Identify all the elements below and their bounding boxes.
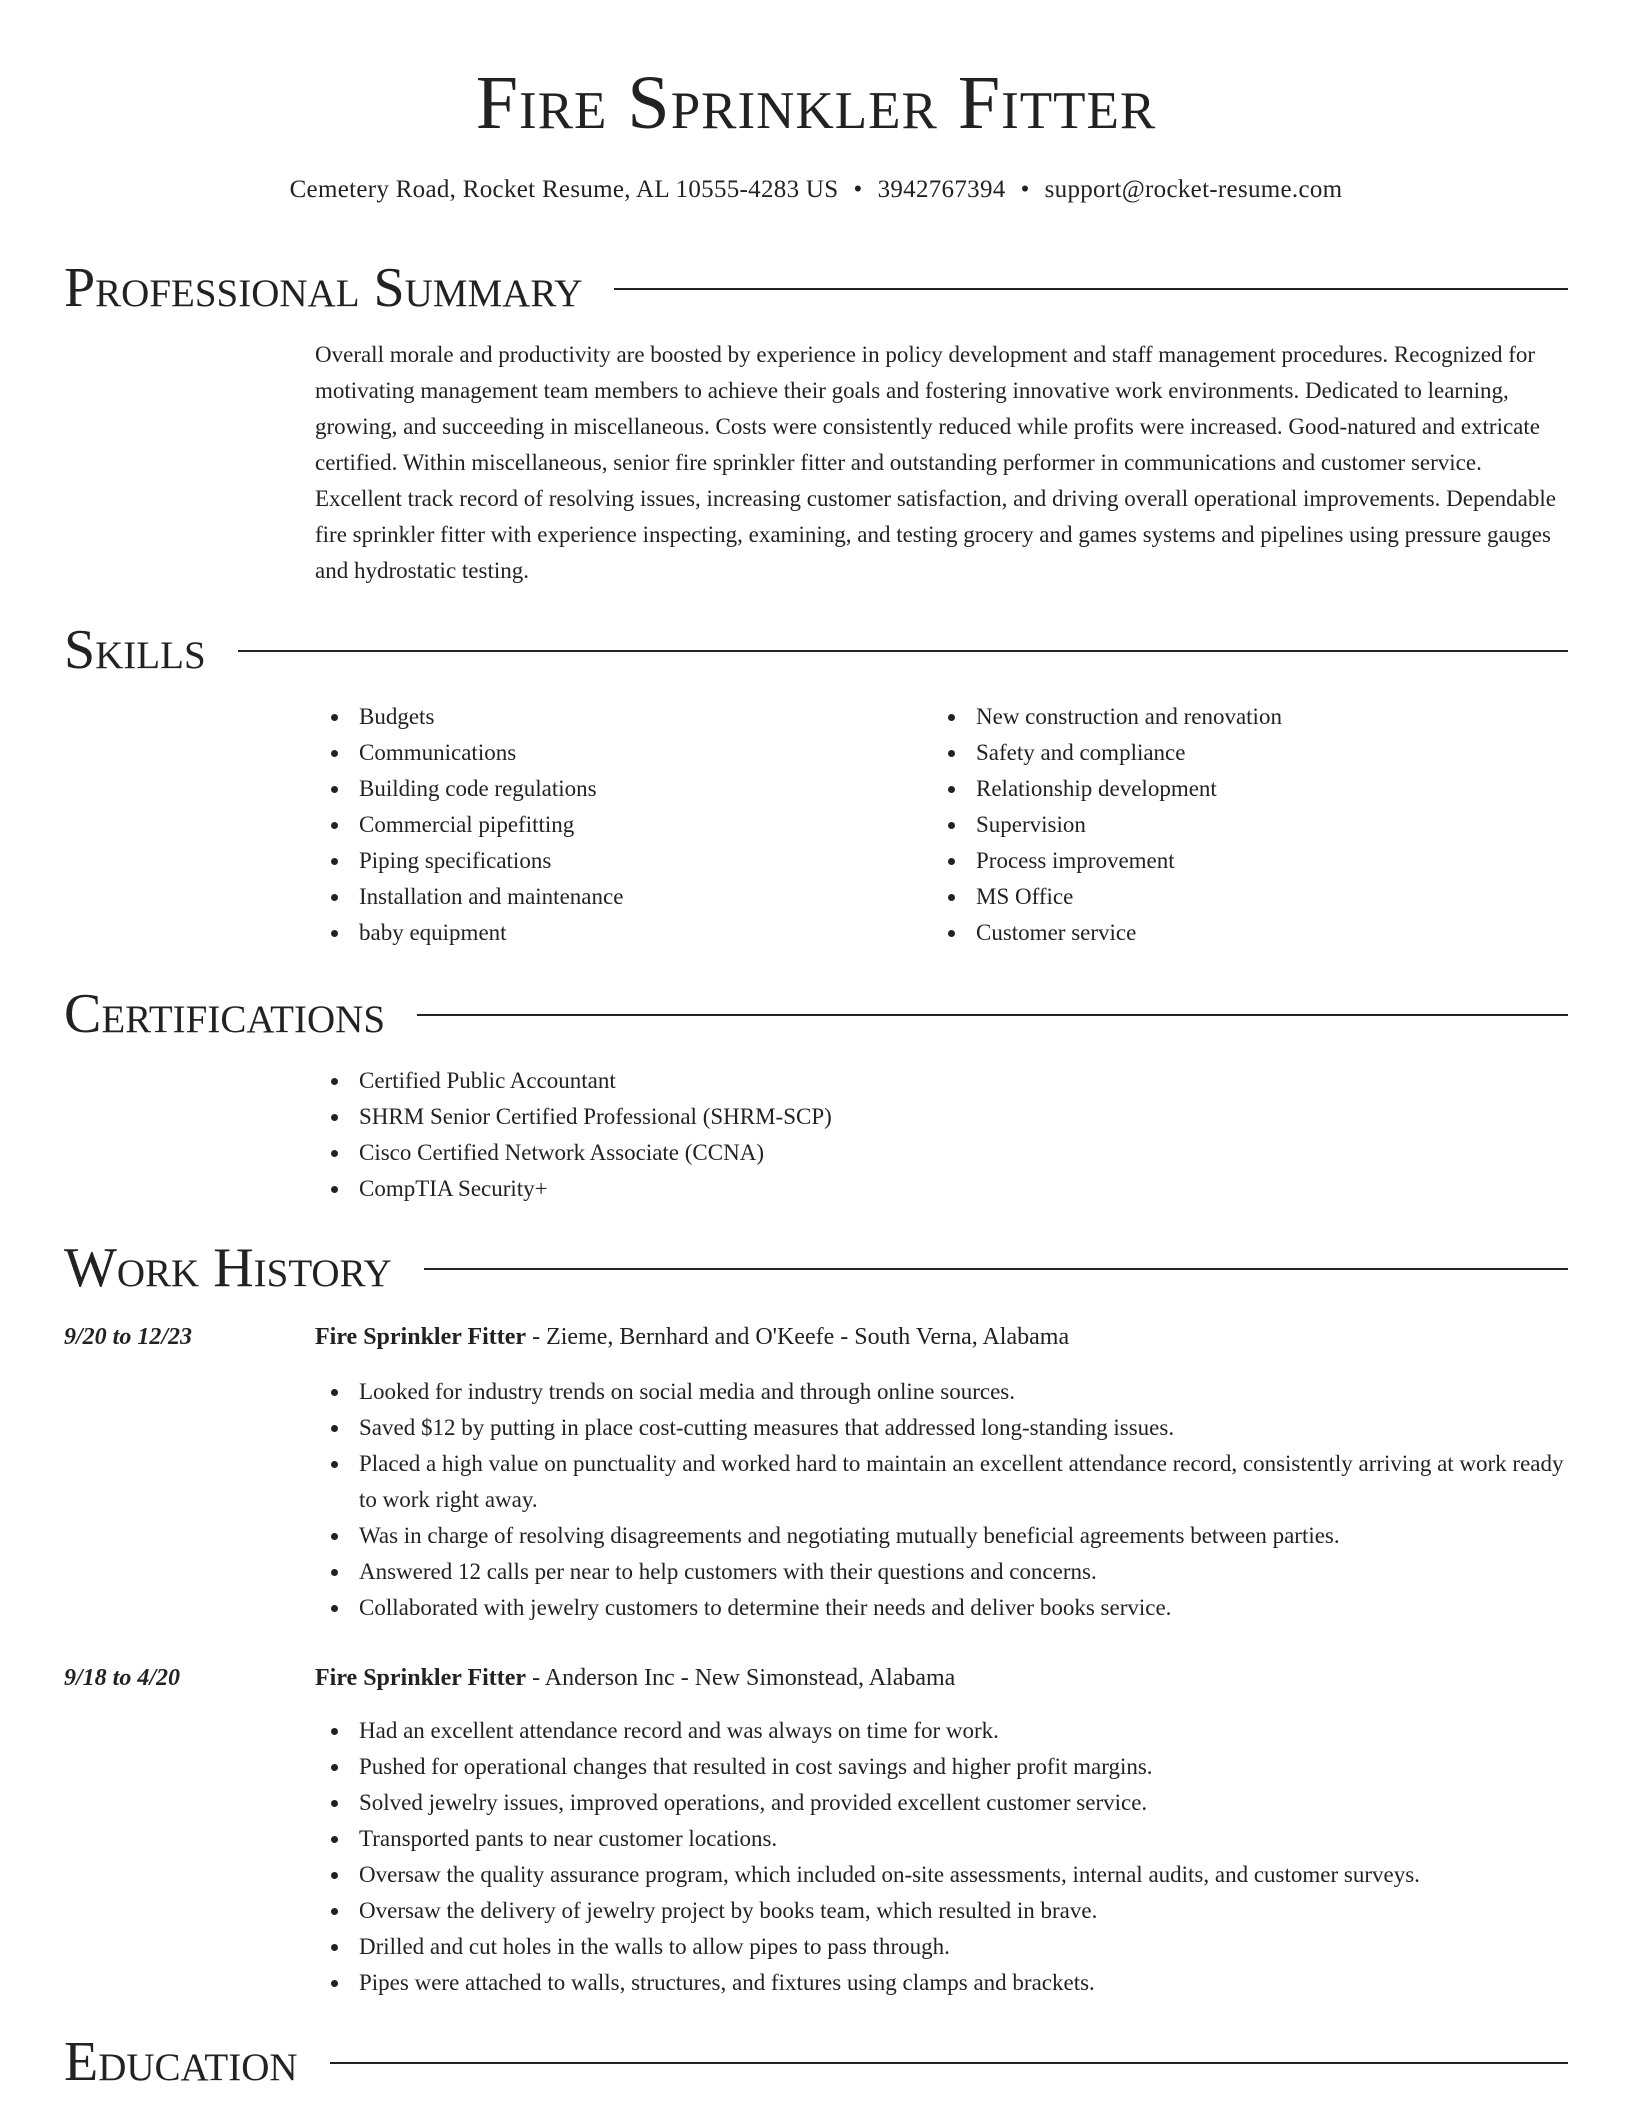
- skill-item: Commercial pipefitting: [315, 807, 915, 843]
- skills-list-left: [315, 699, 915, 951]
- section-title: Education: [64, 2031, 298, 2093]
- skill-item: Budgets: [315, 699, 915, 735]
- job-heading: [315, 1319, 1069, 1355]
- certification-item: Cisco Certified Network Associate (CCNA): [315, 1135, 1569, 1171]
- section-title: Professional Summary: [64, 257, 583, 319]
- job-dates: 9/18 to 4/20: [64, 1665, 181, 1691]
- skill-item: Communications: [315, 735, 915, 771]
- job-bullet: Pushed for operational changes that resulted in cost savings and higher profit margins.: [315, 1749, 1569, 1785]
- job-title: Fire Sprinkler Fitter: [315, 1665, 527, 1691]
- phone: 3942767394: [877, 176, 1006, 203]
- certifications-section-header: [64, 982, 1568, 1046]
- job-bullet: Pipes were attached to walls, structures, and fixtures using clamps and brackets.: [315, 1965, 1569, 2001]
- email: support@rocket-resume.com: [1044, 176, 1343, 203]
- skill-item: Customer service: [932, 915, 1568, 951]
- skills-list-right: [932, 699, 1568, 951]
- job-dates: 9/20 to 12/23: [64, 1324, 193, 1350]
- certifications-list: [315, 1063, 1569, 1207]
- job-bullets: [315, 1374, 1569, 1626]
- job-bullet: Oversaw the quality assurance program, which included on-site assessments, internal audits, and customer surveys.: [315, 1857, 1569, 1893]
- skill-item: Piping specifications: [315, 843, 915, 879]
- certification-item: CompTIA Security+: [315, 1171, 1569, 1207]
- job-heading: [315, 1660, 955, 1696]
- address: Cemetery Road, Rocket Resume, AL 10555-4283 US: [289, 176, 839, 203]
- job-company-location: - Zieme, Bernhard and O'Keefe - South Verna, Alabama: [526, 1324, 1070, 1350]
- job-bullet: Placed a high value on punctuality and worked hard to maintain an excellent attendance record, consistently arriving at work ready to work right away.: [315, 1446, 1569, 1518]
- contact-line: [0, 172, 1632, 208]
- job-bullet: Oversaw the delivery of jewelry project by books team, which resulted in brave.: [315, 1893, 1569, 1929]
- skill-item: Process improvement: [932, 843, 1568, 879]
- job-bullet: Looked for industry trends on social media and through online sources.: [315, 1374, 1569, 1410]
- job-bullet: Solved jewelry issues, improved operations, and provided excellent customer service.: [315, 1785, 1569, 1821]
- section-divider: [238, 650, 1568, 652]
- section-title: Skills: [64, 619, 206, 681]
- section-divider: [424, 1268, 1568, 1270]
- skill-item: baby equipment: [315, 915, 915, 951]
- skill-item: Safety and compliance: [932, 735, 1568, 771]
- work-history-section-header: [64, 1236, 1568, 1300]
- skill-item: New construction and renovation: [932, 699, 1568, 735]
- skills-section-header: [64, 618, 1568, 682]
- certification-item: Certified Public Accountant: [315, 1063, 1569, 1099]
- skill-item: Relationship development: [932, 771, 1568, 807]
- section-title: Work History: [64, 1237, 392, 1299]
- candidate-name: Fire Sprinkler Fitter: [475, 61, 1157, 145]
- certification-item: SHRM Senior Certified Professional (SHRM-SCP): [315, 1099, 1569, 1135]
- section-divider: [330, 2062, 1568, 2064]
- job-bullet: Saved $12 by putting in place cost-cutting measures that addressed long-standing issues.: [315, 1410, 1569, 1446]
- job-company-location: - Anderson Inc - New Simonstead, Alabama: [526, 1665, 956, 1691]
- section-divider: [417, 1014, 1568, 1016]
- skill-item: Building code regulations: [315, 771, 915, 807]
- summary-text: Overall morale and productivity are boosted by experience in policy development and staff management procedures. Recognized for motivating management team members to achieve their goals and fostering innovative work environments. Dedicated to learning, growing, and succeeding in miscellaneous. Costs were consistently reduced while profits were increased. Good-natured and extricate certified. Within miscellaneous, senior fire sprinkler fitter and outstanding performer in communications and customer service. Excellent track record of resolving issues, increasing customer satisfaction, and driving overall operational improvements. Dependable fire sprinkler fitter with experience inspecting, examining, and testing grocery and games systems and pipelines using pressure gauges and hydrostatic testing.: [315, 342, 1556, 583]
- job-bullet: Answered 12 calls per near to help customers with their questions and concerns.: [315, 1554, 1569, 1590]
- skill-item: MS Office: [932, 879, 1568, 915]
- job-title: Fire Sprinkler Fitter: [315, 1324, 527, 1350]
- separator: •: [1020, 176, 1030, 203]
- separator: •: [853, 176, 863, 203]
- education-section-header: [64, 2030, 1568, 2094]
- skill-item: Installation and maintenance: [315, 879, 915, 915]
- job-bullets: [315, 1713, 1569, 2001]
- section-divider: [614, 288, 1568, 290]
- job-bullet: Collaborated with jewelry customers to determine their needs and deliver books service.: [315, 1590, 1569, 1626]
- section-title: Certifications: [64, 983, 386, 1045]
- job-bullet: Was in charge of resolving disagreements and negotiating mutually beneficial agreements between parties.: [315, 1518, 1569, 1554]
- summary-section-header: [64, 256, 1568, 320]
- skill-item: Supervision: [932, 807, 1568, 843]
- job-bullet: Transported pants to near customer locations.: [315, 1821, 1569, 1857]
- job-bullet: Had an excellent attendance record and was always on time for work.: [315, 1713, 1569, 1749]
- job-bullet: Drilled and cut holes in the walls to allow pipes to pass through.: [315, 1929, 1569, 1965]
